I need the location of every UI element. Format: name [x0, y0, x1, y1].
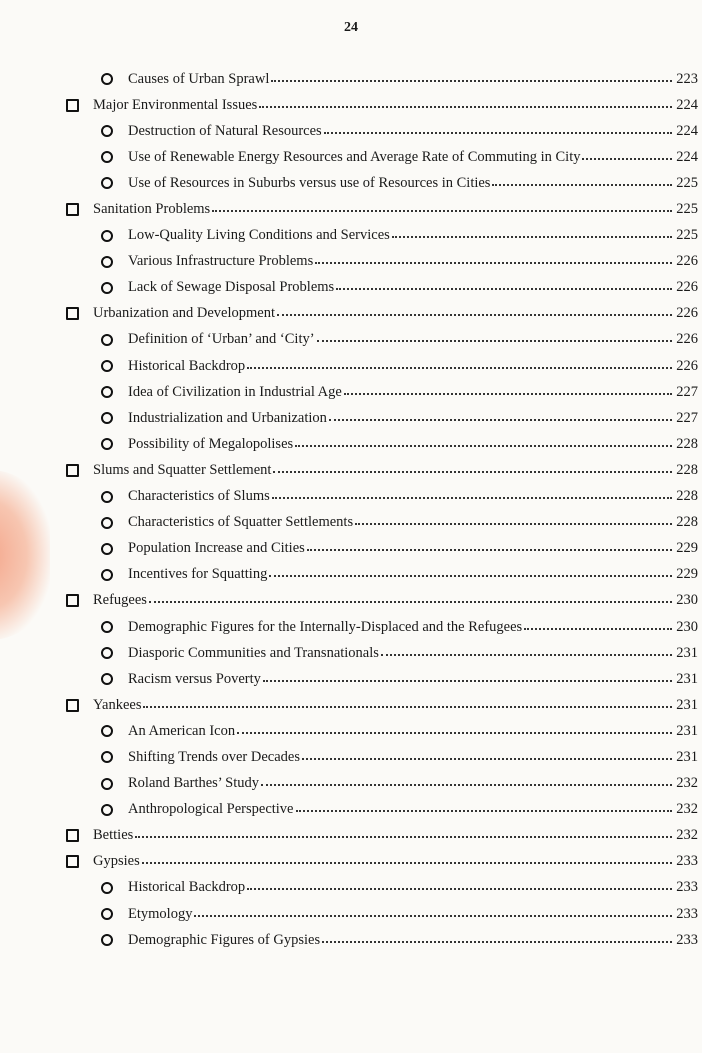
- toc-title: Urbanization and Development: [93, 305, 275, 322]
- dot-leader: [261, 784, 672, 786]
- dot-leader: [277, 314, 672, 316]
- toc-title: Incentives for Squatting: [128, 566, 268, 583]
- toc-section: [0, 849, 702, 875]
- toc-subsection: [0, 640, 702, 666]
- toc-page-number: 231: [676, 748, 698, 765]
- square-bullet-icon: [66, 594, 79, 607]
- toc-page-number: 227: [676, 409, 698, 426]
- toc-title: Sanitation Problems: [93, 201, 211, 218]
- toc-title: Idea of Civilization in Industrial Age: [128, 383, 342, 400]
- toc-title: Historical Backdrop: [128, 357, 246, 374]
- toc-subsection: [0, 510, 702, 536]
- toc-subsection: [0, 484, 702, 510]
- square-bullet-icon: [66, 829, 79, 842]
- circle-bullet-icon: [101, 647, 113, 659]
- toc-title: Major Environmental Issues: [93, 96, 258, 113]
- dot-leader: [322, 941, 672, 943]
- toc-subsection: [0, 249, 702, 275]
- circle-bullet-icon: [101, 491, 113, 503]
- circle-bullet-icon: [101, 621, 113, 633]
- dot-leader: [273, 471, 672, 473]
- dot-leader: [324, 132, 672, 134]
- toc-page-number: 226: [676, 279, 698, 296]
- toc-title: Anthropological Perspective: [128, 801, 294, 818]
- toc-subsection: [0, 666, 702, 692]
- toc-page-number: 232: [676, 801, 698, 818]
- dot-leader: [381, 654, 672, 656]
- toc-title: Diasporic Communities and Transnationals: [128, 644, 379, 661]
- toc-title: Gypsies: [93, 853, 140, 870]
- toc-title: Lack of Sewage Disposal Problems: [128, 279, 335, 296]
- dot-leader: [143, 706, 672, 708]
- square-bullet-icon: [66, 855, 79, 868]
- circle-bullet-icon: [101, 569, 113, 581]
- square-bullet-icon: [66, 307, 79, 320]
- circle-bullet-icon: [101, 151, 113, 163]
- toc-page-number: 228: [676, 461, 698, 478]
- circle-bullet-icon: [101, 778, 113, 790]
- toc-title: Use of Resources in Suburbs versus use of Resources in Cities: [128, 174, 491, 191]
- toc-subsection: [0, 405, 702, 431]
- toc-page-number: 225: [676, 201, 698, 218]
- dot-leader: [237, 732, 672, 734]
- circle-bullet-icon: [101, 751, 113, 763]
- dot-leader: [247, 888, 672, 890]
- toc-title: Characteristics of Slums: [128, 488, 270, 505]
- toc-section: [0, 196, 702, 222]
- toc-page-number: 226: [676, 357, 698, 374]
- circle-bullet-icon: [101, 934, 113, 946]
- toc-subsection: [0, 718, 702, 744]
- toc-title: An American Icon: [128, 722, 236, 739]
- circle-bullet-icon: [101, 438, 113, 450]
- toc-page-number: 228: [676, 435, 698, 452]
- dot-leader: [492, 184, 672, 186]
- toc-subsection: [0, 223, 702, 249]
- toc-page-number: 229: [676, 540, 698, 557]
- dot-leader: [263, 680, 672, 682]
- toc-title: Shifting Trends over Decades: [128, 748, 300, 765]
- toc-section: [0, 457, 702, 483]
- toc-page-number: 230: [676, 618, 698, 635]
- toc-title: Demographic Figures for the Internally-Displaced and the Refugees: [128, 618, 523, 635]
- circle-bullet-icon: [101, 908, 113, 920]
- toc-subsection: [0, 144, 702, 170]
- toc-title: Yankees: [93, 696, 142, 713]
- toc-title: Etymology: [128, 905, 193, 922]
- dot-leader: [392, 236, 672, 238]
- toc-subsection: [0, 614, 702, 640]
- circle-bullet-icon: [101, 256, 113, 268]
- toc-page-number: 224: [676, 122, 698, 139]
- toc-title: Possibility of Megalopolises: [128, 435, 294, 452]
- toc-section: [0, 92, 702, 118]
- toc-subsection: [0, 275, 702, 301]
- dot-leader: [582, 158, 672, 160]
- toc-page-number: 228: [676, 514, 698, 531]
- toc-subsection: [0, 744, 702, 770]
- toc-page-number: 226: [676, 253, 698, 270]
- circle-bullet-icon: [101, 543, 113, 555]
- dot-leader: [194, 915, 672, 917]
- toc-title: Population Increase and Cities: [128, 540, 305, 557]
- toc-page-number: 231: [676, 670, 698, 687]
- dot-leader: [317, 340, 672, 342]
- toc-title: Destruction of Natural Resources: [128, 122, 322, 139]
- dot-leader: [149, 601, 672, 603]
- toc-title: Low-Quality Living Conditions and Services: [128, 227, 390, 244]
- circle-bullet-icon: [101, 125, 113, 137]
- toc-subsection: [0, 536, 702, 562]
- toc-title: Historical Backdrop: [128, 879, 246, 896]
- toc-page-number: 224: [676, 148, 698, 165]
- circle-bullet-icon: [101, 517, 113, 529]
- toc-title: Slums and Squatter Settlement: [93, 461, 272, 478]
- toc-title: Various Infrastructure Problems: [128, 253, 314, 270]
- dot-leader: [247, 367, 672, 369]
- dot-leader: [315, 262, 672, 264]
- dot-leader: [329, 419, 672, 421]
- circle-bullet-icon: [101, 804, 113, 816]
- toc-page-number: 231: [676, 644, 698, 661]
- toc-title: Use of Renewable Energy Resources and Average Rate of Commuting in City: [128, 148, 581, 165]
- toc-subsection: [0, 431, 702, 457]
- toc-section: [0, 588, 702, 614]
- toc-section: [0, 823, 702, 849]
- toc-page-number: 233: [676, 905, 698, 922]
- toc-page-number: 226: [676, 305, 698, 322]
- table-of-contents: [0, 66, 702, 953]
- toc-page-number: 225: [676, 227, 698, 244]
- dot-leader: [142, 862, 672, 864]
- toc-subsection: [0, 66, 702, 92]
- toc-title: Refugees: [93, 592, 147, 609]
- dot-leader: [307, 549, 672, 551]
- dot-leader: [336, 288, 672, 290]
- dot-leader: [296, 810, 673, 812]
- toc-page-number: 233: [676, 853, 698, 870]
- toc-subsection: [0, 797, 702, 823]
- toc-title: Definition of ‘Urban’ and ‘City’: [128, 331, 315, 348]
- circle-bullet-icon: [101, 177, 113, 189]
- square-bullet-icon: [66, 99, 79, 112]
- toc-page-number: 231: [676, 722, 698, 739]
- toc-page-number: 224: [676, 96, 698, 113]
- dot-leader: [212, 210, 672, 212]
- circle-bullet-icon: [101, 282, 113, 294]
- toc-page-number: 227: [676, 383, 698, 400]
- toc-title: Characteristics of Squatter Settlements: [128, 514, 354, 531]
- circle-bullet-icon: [101, 673, 113, 685]
- toc-title: Racism versus Poverty: [128, 670, 261, 687]
- toc-subsection: [0, 379, 702, 405]
- toc-title: Industrialization and Urbanization: [128, 409, 327, 426]
- toc-subsection: [0, 901, 702, 927]
- toc-subsection: [0, 562, 702, 588]
- square-bullet-icon: [66, 203, 79, 216]
- toc-page-number: 233: [676, 931, 698, 948]
- toc-subsection: [0, 118, 702, 144]
- toc-page-number: 232: [676, 827, 698, 844]
- circle-bullet-icon: [101, 334, 113, 346]
- toc-page-number: 231: [676, 696, 698, 713]
- square-bullet-icon: [66, 699, 79, 712]
- toc-subsection: [0, 927, 702, 953]
- toc-page-number: 226: [676, 331, 698, 348]
- toc-page-number: 233: [676, 879, 698, 896]
- circle-bullet-icon: [101, 412, 113, 424]
- circle-bullet-icon: [101, 73, 113, 85]
- dot-leader: [524, 628, 672, 630]
- toc-title: Demographic Figures of Gypsies: [128, 931, 321, 948]
- toc-page-number: 232: [676, 775, 698, 792]
- circle-bullet-icon: [101, 360, 113, 372]
- dot-leader: [344, 393, 672, 395]
- dot-leader: [269, 575, 672, 577]
- toc-title: Betties: [93, 827, 134, 844]
- toc-subsection: [0, 170, 702, 196]
- circle-bullet-icon: [101, 882, 113, 894]
- circle-bullet-icon: [101, 386, 113, 398]
- toc-page-number: 228: [676, 488, 698, 505]
- circle-bullet-icon: [101, 725, 113, 737]
- circle-bullet-icon: [101, 230, 113, 242]
- toc-subsection: [0, 327, 702, 353]
- toc-subsection: [0, 353, 702, 379]
- toc-section: [0, 301, 702, 327]
- toc-subsection: [0, 875, 702, 901]
- dot-leader: [302, 758, 672, 760]
- toc-title: Causes of Urban Sprawl: [128, 70, 270, 87]
- dot-leader: [272, 497, 672, 499]
- square-bullet-icon: [66, 464, 79, 477]
- toc-page-number: 229: [676, 566, 698, 583]
- dot-leader: [355, 523, 672, 525]
- dot-leader: [295, 445, 672, 447]
- toc-page-number: 230: [676, 592, 698, 609]
- page-number: 24: [344, 20, 358, 35]
- dot-leader: [271, 80, 672, 82]
- toc-subsection: [0, 771, 702, 797]
- toc-section: [0, 692, 702, 718]
- toc-page-number: 223: [676, 70, 698, 87]
- toc-title: Roland Barthes’ Study: [128, 775, 260, 792]
- dot-leader: [135, 836, 672, 838]
- toc-page-number: 225: [676, 174, 698, 191]
- dot-leader: [259, 106, 672, 108]
